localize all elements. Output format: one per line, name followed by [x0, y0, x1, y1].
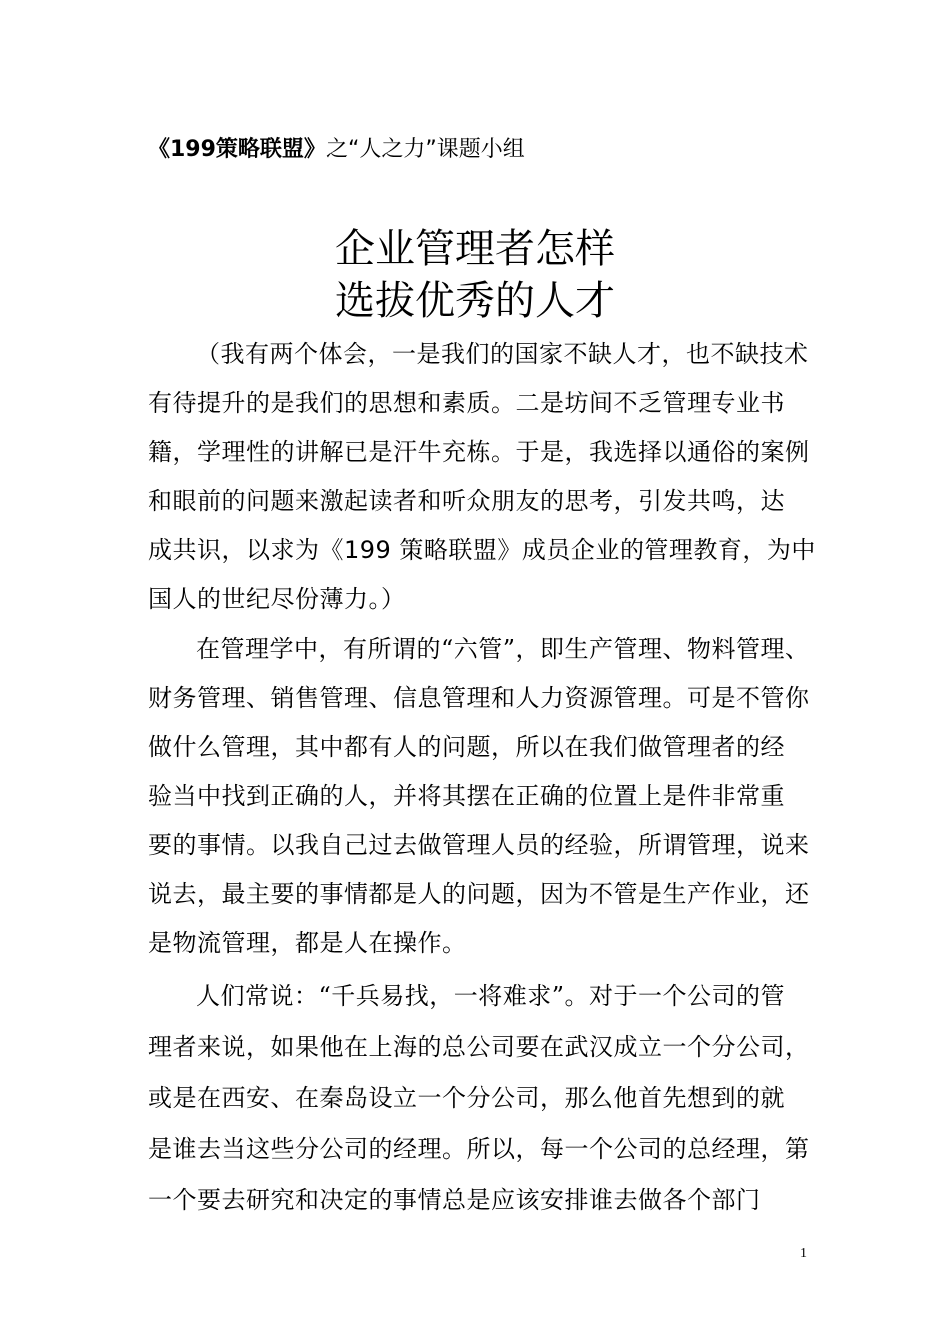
- body-line: 国人的世纪尽份薄力。）: [148, 585, 406, 613]
- body-text: 成共识，以求为: [148, 536, 320, 564]
- body-line: 是谁去当这些分公司的经理。所以，每一个公司的总经理，第: [148, 1135, 810, 1163]
- body-line: 和眼前的问题来激起读者和听众朋友的思考，引发共鸣，达: [148, 487, 785, 515]
- body-line: 或是在西安、在秦岛设立一个分公司，那么他首先想到的就: [148, 1084, 785, 1112]
- body-line: 做什么管理，其中都有人的问题，所以在我们做管理者的经: [148, 733, 785, 761]
- body-line: 籍，学理性的讲解已是汗牛充栋。于是，我选择以通俗的案例: [148, 438, 810, 466]
- header-bold-part: 《199策略联盟》: [148, 137, 326, 162]
- body-line: 有待提升的是我们的思想和素质。二是坊间不乏管理专业书: [148, 389, 785, 417]
- body-line-mixed: [148, 533, 828, 567]
- body-line: 理者来说，如果他在上海的总公司要在武汉成立一个分公司，: [148, 1033, 810, 1061]
- body-line: 是物流管理，都是人在操作。: [148, 929, 467, 957]
- body-line: 一个要去研究和决定的事情总是应该安排谁去做各个部门: [148, 1186, 761, 1214]
- body-line: 财务管理、销售管理、信息管理和人力资源管理。可是不管你: [148, 684, 810, 712]
- body-line: 说去，最主要的事情都是人的问题，因为不管是生产作业，还: [148, 880, 810, 908]
- title-line-1: 企业管理者怎样: [335, 226, 615, 272]
- header-rest: 之“人之力”课题小组: [325, 137, 525, 162]
- body-inline-sans: 《199 策略联盟》成员企业: [319, 536, 620, 564]
- body-line: 在管理学中，有所谓的“六管”，即生产管理、物料管理、: [196, 635, 810, 663]
- title-line-2: 选拔优秀的人才: [335, 278, 615, 324]
- page-number: 1: [800, 1246, 807, 1261]
- body-line: （我有两个体会，一是我们的国家不缺人才，也不缺技术: [196, 340, 809, 368]
- header-line: [148, 135, 525, 165]
- body-line: 人们常说：“千兵易找，一将难求”。对于一个公司的管: [196, 982, 786, 1010]
- body-line: 要的事情。以我自己过去做管理人员的经验，所谓管理，说来: [148, 831, 810, 859]
- body-text: 的管理教育，为中: [619, 536, 816, 564]
- body-line: 验当中找到正确的人，并将其摆在正确的位置上是件非常重: [148, 782, 785, 810]
